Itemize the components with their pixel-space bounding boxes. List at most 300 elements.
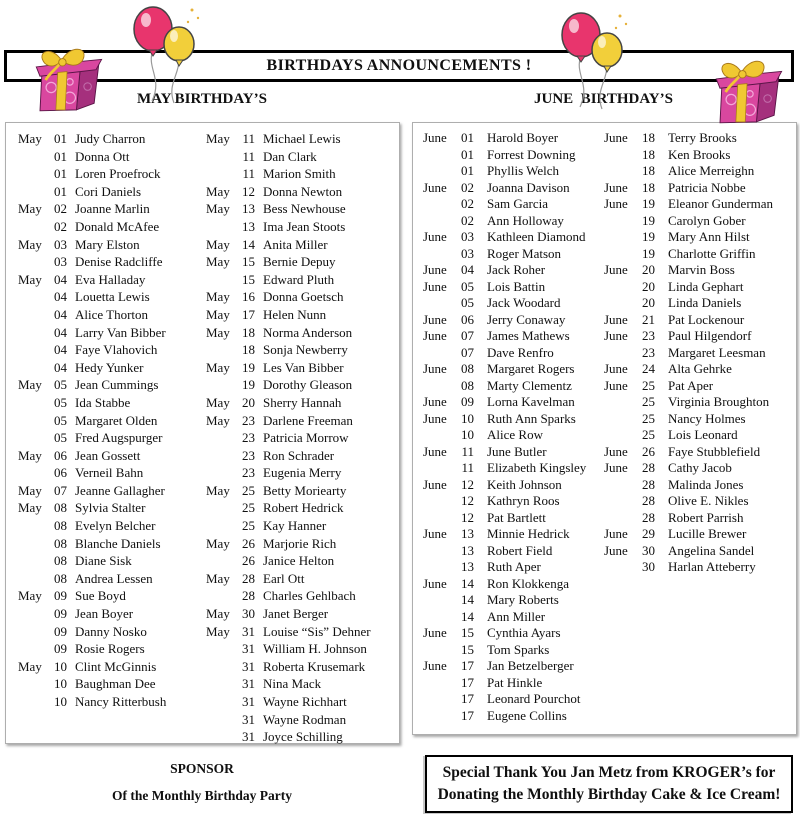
entry-name: Donna Goetsch — [263, 289, 344, 305]
entry-name: Minnie Hedrick — [487, 526, 570, 541]
entry-day: 30 — [642, 559, 655, 574]
entry-month — [423, 295, 456, 312]
entry-name: Diane Sisk — [75, 553, 132, 569]
entry-day: 04 — [54, 271, 67, 287]
entry-month: June — [604, 262, 628, 277]
june-column-1 — [423, 130, 603, 724]
entry-name: William H. Johnson — [263, 641, 367, 657]
birthday-entry — [423, 543, 603, 560]
entry-name: Donna Newton — [263, 183, 343, 199]
entry-day: 04 — [54, 342, 67, 358]
birthday-entry — [604, 262, 792, 279]
entry-month: June — [604, 460, 628, 475]
entry-name: Anita Miller — [263, 236, 328, 252]
entry-month: May — [18, 271, 42, 287]
entry-month — [206, 165, 237, 183]
birthday-entry — [18, 552, 202, 570]
entry-name: Eleanor Gunderman — [668, 196, 774, 211]
entry-month — [423, 642, 456, 659]
entry-name: Paul Hilgendorf — [668, 328, 752, 343]
entry-name: Robert Parrish — [668, 509, 744, 525]
entry-name: Cathy Jacob — [668, 460, 732, 475]
entry-name: Charlotte Griffin — [668, 245, 756, 261]
entry-month — [18, 570, 49, 588]
entry-name: Alice Merreighn — [668, 163, 755, 178]
birthday-entry — [423, 312, 603, 329]
birthday-entry — [18, 482, 202, 500]
entry-name: Olive E. Nikles — [668, 493, 749, 508]
birthday-entry — [423, 576, 603, 593]
entry-day: 06 — [54, 447, 67, 463]
entry-month — [18, 464, 49, 482]
thank-you-line-1: Special Thank You Jan Metz from KROGER’s for — [442, 764, 776, 781]
entry-month: June — [423, 658, 447, 673]
entry-day: 23 — [642, 344, 655, 360]
birthday-entry — [18, 623, 202, 641]
entry-name: Danny Nosko — [75, 623, 147, 639]
entry-name: Jan Betzelberger — [487, 658, 574, 673]
entry-day: 08 — [54, 535, 67, 551]
entry-month — [18, 341, 49, 359]
entry-day: 05 — [54, 412, 67, 428]
entry-day: 02 — [461, 196, 474, 211]
entry-name: Verneil Bahn — [75, 465, 144, 481]
entry-day: 05 — [54, 430, 67, 446]
entry-month: May — [18, 201, 42, 217]
entry-month: June — [604, 361, 628, 376]
entry-day: 31 — [242, 658, 255, 674]
entry-day: 17 — [461, 691, 474, 706]
entry-month — [604, 147, 637, 164]
birthday-entry — [423, 279, 603, 296]
birthday-entry — [604, 361, 792, 378]
entry-name: Mary Roberts — [487, 592, 559, 607]
entry-name: Pat Bartlett — [487, 509, 546, 525]
entry-month — [604, 559, 637, 576]
entry-month — [423, 543, 456, 560]
birthday-entry — [423, 477, 603, 494]
entry-day: 09 — [461, 394, 474, 409]
entry-name: Roger Matson — [487, 245, 562, 261]
entry-day: 04 — [54, 359, 67, 375]
entry-name: Nancy Ritterbush — [75, 694, 167, 709]
birthday-entry — [604, 559, 792, 576]
entry-day: 14 — [461, 608, 474, 624]
entry-name: Eugene Collins — [487, 707, 567, 723]
entry-month — [423, 691, 456, 708]
entry-day: 25 — [642, 377, 655, 393]
entry-day: 10 — [461, 410, 474, 426]
birthday-entry — [18, 587, 202, 605]
birthday-entry — [604, 229, 792, 246]
entry-day: 30 — [242, 606, 255, 622]
entry-month — [604, 394, 637, 411]
birthday-entry — [423, 625, 603, 642]
birthday-entry — [604, 427, 792, 444]
balloons-icon — [126, 2, 208, 104]
entry-day: 10 — [54, 658, 67, 674]
entry-name: Cori Daniels — [75, 183, 142, 199]
entry-day: 03 — [54, 236, 67, 252]
entry-day: 04 — [54, 324, 67, 340]
entry-name: Lois Leonard — [668, 427, 738, 442]
entry-month: May — [18, 377, 42, 393]
entry-day: 02 — [54, 218, 67, 234]
entry-name: Nina Mack — [263, 676, 322, 692]
birthday-entry — [423, 213, 603, 230]
entry-name: Pat Lockenour — [668, 311, 745, 327]
entry-name: Ruth Ann Sparks — [487, 410, 576, 426]
entry-month: June — [423, 526, 447, 541]
entry-day: 08 — [54, 553, 67, 569]
entry-day: 19 — [242, 359, 255, 375]
entry-day: 21 — [642, 311, 655, 327]
entry-day: 17 — [242, 306, 255, 322]
entry-name: Pat Aper — [668, 377, 714, 393]
entry-month: June — [423, 262, 447, 277]
entry-day: 01 — [54, 148, 67, 164]
entry-name: Joyce Schilling — [263, 729, 343, 745]
birthday-entry — [206, 253, 396, 271]
entry-name: Hedy Yunker — [75, 359, 144, 375]
birthday-entry — [18, 200, 202, 218]
birthday-entry — [604, 196, 792, 213]
entry-name: Malinda Jones — [668, 476, 744, 492]
entry-name: Sherry Hannah — [263, 394, 342, 410]
entry-name: Ken Brooks — [668, 146, 731, 162]
entry-name: Carolyn Gober — [668, 212, 746, 228]
entry-name: Pat Hinkle — [487, 674, 543, 690]
entry-day: 01 — [461, 163, 474, 178]
birthday-entry — [206, 711, 396, 729]
entry-month — [18, 675, 49, 693]
entry-month — [206, 640, 237, 658]
entry-day: 25 — [242, 500, 255, 516]
entry-day: 31 — [242, 641, 255, 657]
entry-day: 02 — [461, 179, 474, 195]
entry-month: May — [206, 131, 230, 146]
entry-name: Alta Gehrke — [668, 361, 732, 376]
entry-name: Robert Field — [487, 542, 553, 558]
birthday-entry — [604, 411, 792, 428]
entry-day: 17 — [461, 658, 474, 673]
entry-day: 12 — [461, 509, 474, 525]
entry-name: Sylvia Stalter — [75, 500, 146, 516]
birthday-entry — [206, 605, 396, 623]
entry-month — [206, 341, 237, 359]
entry-day: 23 — [642, 328, 655, 343]
sponsor-title: SPONSOR — [170, 761, 234, 776]
entry-month: June — [604, 311, 628, 327]
entry-month: May — [206, 570, 230, 586]
entry-month — [18, 324, 49, 342]
entry-month — [18, 693, 49, 711]
birthday-entry — [423, 642, 603, 659]
entry-day: 10 — [54, 694, 67, 709]
birthday-entry — [206, 482, 396, 500]
birthday-entry — [206, 517, 396, 535]
balloons-icon — [554, 8, 636, 110]
banner-title: BIRTHDAYS ANNOUNCEMENTS ! — [266, 57, 532, 74]
may-column-2 — [206, 130, 396, 746]
entry-day: 19 — [242, 377, 255, 393]
sponsor-block — [5, 761, 399, 804]
birthday-entry — [423, 147, 603, 164]
entry-month — [18, 183, 49, 201]
entry-day: 14 — [242, 236, 255, 252]
birthday-entry — [423, 394, 603, 411]
entry-month — [206, 464, 237, 482]
birthday-entry — [18, 605, 202, 623]
entry-month — [423, 592, 456, 609]
birthday-entry — [604, 328, 792, 345]
entry-name: Eugenia Merry — [263, 465, 342, 481]
birthday-entry — [206, 376, 396, 394]
birthday-entry — [18, 359, 202, 377]
entry-day: 28 — [642, 509, 655, 525]
kroger-thank-you-box — [425, 755, 793, 813]
birthday-entry — [206, 200, 396, 218]
entry-name: Patricia Morrow — [263, 430, 349, 446]
entry-month — [423, 345, 456, 362]
birthday-entry — [18, 183, 202, 201]
birthday-entry — [206, 728, 396, 746]
birthday-entry — [18, 499, 202, 517]
entry-day: 13 — [242, 218, 255, 234]
entry-day: 11 — [461, 443, 474, 459]
entry-month: May — [206, 359, 230, 375]
entry-name: Rosie Rogers — [75, 641, 145, 657]
entry-day: 09 — [54, 641, 67, 657]
birthday-entry — [423, 444, 603, 461]
may-birthday-list — [5, 122, 400, 744]
entry-name: Clint McGinnis — [75, 658, 157, 674]
entry-day: 03 — [461, 229, 474, 244]
birthday-entry — [206, 570, 396, 588]
birthday-entry — [206, 394, 396, 412]
entry-name: Louetta Lewis — [75, 289, 150, 305]
entry-name: Ann Miller — [487, 608, 546, 624]
entry-day: 04 — [461, 262, 474, 277]
entry-month — [423, 147, 456, 164]
entry-day: 23 — [242, 412, 255, 428]
birthday-entry — [604, 444, 792, 461]
entry-day: 12 — [242, 183, 255, 199]
entry-day: 06 — [54, 465, 67, 481]
entry-name: Lorna Kavelman — [487, 394, 575, 409]
entry-month — [18, 605, 49, 623]
entry-name: Virginia Broughton — [668, 394, 770, 409]
entry-name: Faye Vlahovich — [75, 342, 158, 358]
entry-day: 18 — [642, 130, 655, 145]
entry-name: Faye Stubblefield — [668, 443, 761, 459]
entry-month — [423, 427, 456, 444]
entry-month — [18, 429, 49, 447]
birthday-entry — [604, 477, 792, 494]
entry-name: Phyllis Welch — [487, 163, 560, 178]
entry-month — [604, 493, 637, 510]
entry-day: 26 — [242, 553, 255, 569]
birthday-entry — [423, 163, 603, 180]
entry-month — [423, 609, 456, 626]
entry-name: Ida Stabbe — [75, 394, 131, 410]
entry-month — [206, 271, 237, 289]
entry-day: 11 — [461, 460, 474, 475]
entry-name: Alice Thorton — [75, 306, 149, 322]
entry-month — [423, 163, 456, 180]
gift-icon — [22, 38, 114, 122]
entry-day: 23 — [242, 430, 255, 446]
entry-day: 07 — [54, 482, 67, 498]
birthday-entry — [604, 180, 792, 197]
birthday-entry — [206, 623, 396, 641]
entry-day: 05 — [461, 278, 474, 294]
birthday-entry — [206, 218, 396, 236]
entry-day: 25 — [242, 518, 255, 534]
entry-month — [18, 148, 49, 166]
entry-month — [423, 213, 456, 230]
entry-name: Harlan Atteberry — [668, 559, 756, 574]
entry-month — [206, 148, 237, 166]
birthday-entry — [18, 447, 202, 465]
entry-month — [18, 412, 49, 430]
birthday-entry — [206, 675, 396, 693]
entry-day: 25 — [642, 394, 655, 409]
entry-day: 28 — [642, 476, 655, 492]
entry-name: Robert Hedrick — [263, 500, 344, 516]
entry-day: 03 — [54, 254, 67, 270]
entry-day: 08 — [54, 570, 67, 586]
entry-day: 14 — [461, 575, 474, 591]
entry-month: June — [604, 443, 628, 459]
entry-month: June — [604, 542, 628, 558]
birthday-entry — [206, 130, 396, 148]
entry-name: Margaret Leesman — [668, 344, 766, 360]
birthday-entry — [423, 295, 603, 312]
entry-day: 01 — [54, 166, 67, 182]
entry-name: Norma Anderson — [263, 324, 353, 340]
birthday-entry — [206, 306, 396, 324]
birthday-entry — [423, 708, 603, 725]
entry-month: May — [18, 588, 42, 604]
entry-name: Linda Daniels — [668, 295, 742, 310]
entry-name: Elizabeth Kingsley — [487, 460, 587, 475]
birthday-entry — [206, 359, 396, 377]
entry-day: 01 — [54, 183, 67, 199]
birthday-entry — [206, 236, 396, 254]
entry-month: May — [206, 201, 230, 217]
entry-day: 09 — [54, 623, 67, 639]
entry-month — [18, 165, 49, 183]
birthday-entry — [18, 218, 202, 236]
entry-month — [206, 429, 237, 447]
entry-day: 18 — [242, 324, 255, 340]
entry-month — [604, 345, 637, 362]
entry-name: Kay Hanner — [263, 518, 327, 534]
entry-day: 23 — [242, 447, 255, 463]
entry-month — [18, 288, 49, 306]
entry-name: Wayne Rodman — [263, 711, 347, 727]
entry-month — [206, 376, 237, 394]
entry-month: June — [604, 130, 628, 145]
birthday-entry — [18, 324, 202, 342]
birthday-entry — [423, 510, 603, 527]
entry-name: Harold Boyer — [487, 130, 559, 145]
birthday-entry — [206, 183, 396, 201]
entry-day: 15 — [461, 641, 474, 657]
birthday-entry — [423, 246, 603, 263]
birthday-entry — [423, 493, 603, 510]
birthday-entry — [604, 543, 792, 560]
entry-month — [604, 510, 637, 527]
entry-name: Jean Cummings — [75, 377, 159, 393]
entry-month — [206, 499, 237, 517]
entry-month: June — [423, 575, 447, 591]
entry-month — [423, 510, 456, 527]
entry-name: Sue Boyd — [75, 588, 126, 604]
entry-day: 16 — [242, 289, 255, 305]
sponsor-subtitle: Of the Monthly Birthday Party — [112, 788, 292, 803]
birthday-entry — [206, 148, 396, 166]
entry-day: 23 — [242, 465, 255, 481]
entry-month — [604, 279, 637, 296]
birthday-entry — [18, 517, 202, 535]
entry-name: Margaret Rogers — [487, 361, 575, 376]
entry-month — [423, 460, 456, 477]
entry-day: 30 — [642, 542, 655, 558]
birthday-entry — [423, 345, 603, 362]
birthday-entry — [423, 196, 603, 213]
entry-name: Margaret Olden — [75, 412, 158, 428]
entry-month: May — [206, 482, 230, 498]
entry-month — [206, 658, 237, 676]
entry-day: 01 — [54, 131, 67, 146]
entry-name: Darlene Freeman — [263, 412, 353, 428]
birthday-entry — [206, 447, 396, 465]
birthday-entry — [18, 165, 202, 183]
entry-month: May — [18, 482, 42, 498]
entry-day: 15 — [461, 625, 474, 640]
entry-name: Keith Johnson — [487, 476, 562, 492]
entry-month: June — [604, 328, 628, 343]
entry-day: 02 — [461, 212, 474, 228]
birthday-entry — [18, 130, 202, 148]
birthday-entry — [18, 341, 202, 359]
entry-day: 08 — [54, 500, 67, 516]
birthday-entry — [604, 493, 792, 510]
entry-name: June Butler — [487, 443, 547, 459]
entry-name: Helen Nunn — [263, 306, 327, 322]
birthday-entry — [604, 213, 792, 230]
entry-day: 01 — [461, 146, 474, 162]
entry-name: Jack Woodard — [487, 295, 561, 310]
entry-month: May — [206, 289, 230, 305]
entry-month — [18, 535, 49, 553]
entry-month: June — [423, 476, 447, 492]
entry-month: June — [423, 130, 447, 145]
entry-day: 09 — [54, 606, 67, 622]
entry-month: May — [206, 606, 230, 622]
entry-day: 08 — [461, 377, 474, 393]
entry-name: Fred Augspurger — [75, 430, 163, 446]
entry-day: 17 — [461, 707, 474, 723]
entry-day: 05 — [461, 295, 474, 310]
entry-day: 20 — [242, 394, 255, 410]
entry-name: Kathryn Roos — [487, 493, 560, 508]
birthday-entry — [423, 262, 603, 279]
entry-day: 19 — [642, 196, 655, 211]
birthday-entry — [18, 658, 202, 676]
